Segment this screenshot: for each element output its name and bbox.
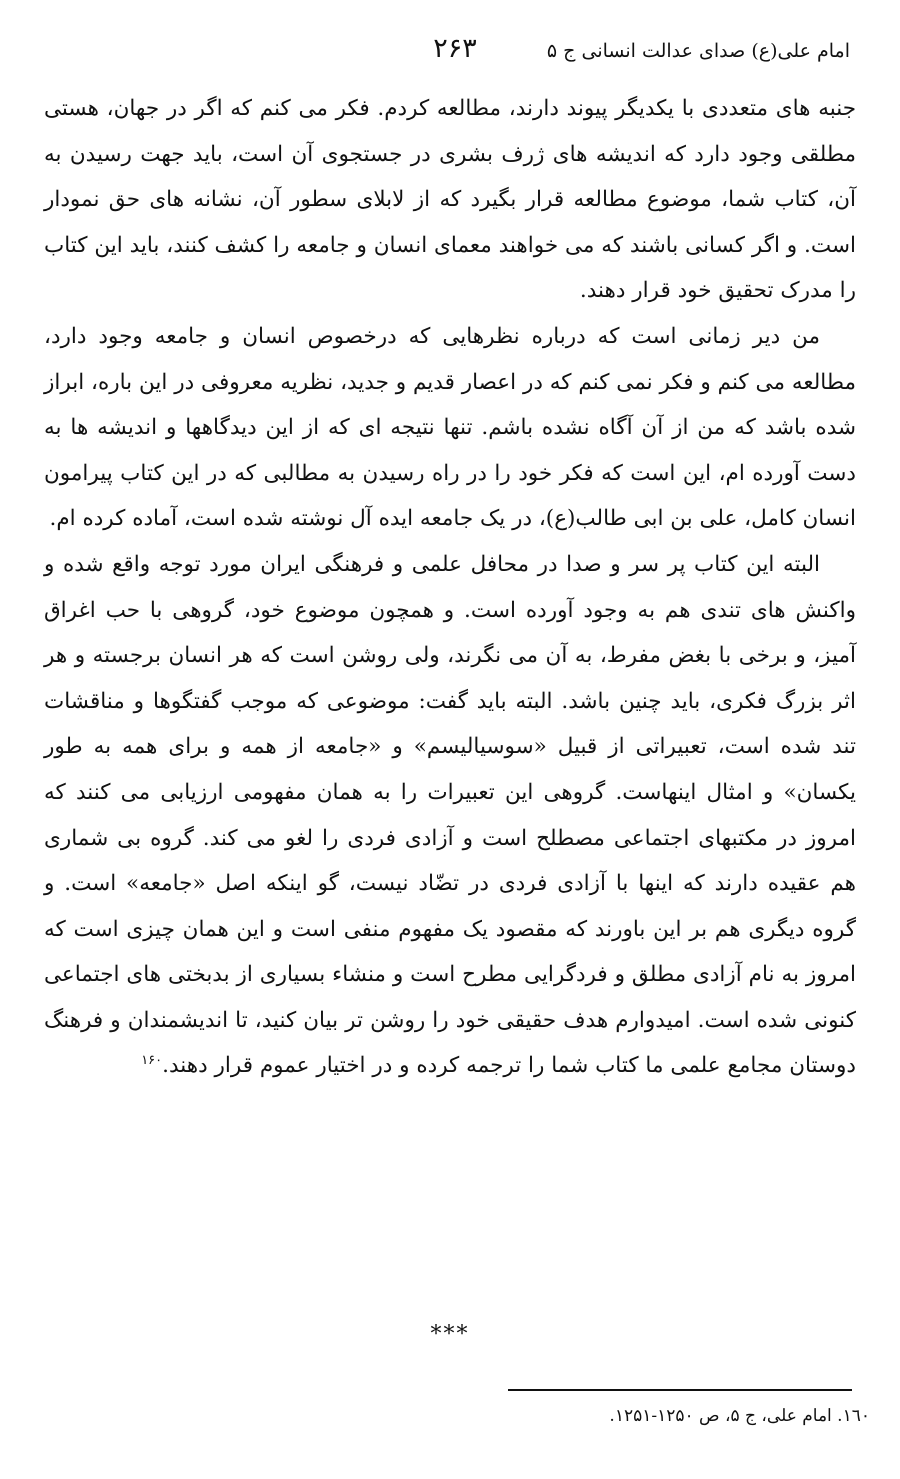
footnote-divider xyxy=(508,1389,852,1391)
page-number: ۲۶۳ xyxy=(433,33,477,64)
section-separator: *** xyxy=(430,1322,470,1347)
paragraph-3 xyxy=(44,542,856,1089)
footnote: ۱٦۰. امام علی، ج ۵، ص ۱۲۵۰-۱۲۵۱. xyxy=(609,1406,870,1426)
paragraph-3-text: البته این کتاب پر سر و صدا در محافل علمی و فرهنگی ایران مورد توجه واقع شده و واکنش های تندی هم به وجود آورده است. و همچون موضوع خود، گروهی با حب اغراق آمیز، و برخی با بغض مفرط، به آن می نگرند، ولی روشن است که هر انسان برجسته و هر اثر بزرگ فکری، باید چنین باشد. البته باید گفت: موضوعی که موجب گفتگوها و مناقشات تند شده است، تعبیراتی از قبیل «سوسیالیسم» و «جامعه از همه و برای همه به طور یکسان» و امثال اینهاست. گروهی این تعبیرات را به همان مفهومی ارزیابی می کنند که امروز در مکتبهای اجتماعی مصطلح است و آزادی فردی را لغو می کند. گروه بی شماری هم عقیده دارند که اینها با آزادی فردی در تضّاد نیست، گو اینکه اصل «جامعه» است. و گروه دیگری هم بر این باورند که مقصود یک مفهوم منفی است و این همان چیزی است که امروز به نام آزادی مطلق و فردگرایی مطرح است و منشاء بسیاری از بدبختی های اجتماعی کنونی شده است. امیدوارم هدف حقیقی خود را روشن تر بیان کنید، تا اندیشمندان و فرهنگ دوستان مجامع علمی ما کتاب شما را ترجمه کرده و در اختیار عموم قرار دهند. xyxy=(44,551,856,1079)
paragraph-2: من دیر زمانی است که درباره نظرهایی که درخصوص انسان و جامعه وجود دارد، مطالعه می کنم و فکر نمی کنم که در اعصار قدیم و جدید، نظریه معروفی در این باره، ابراز شده باشد که من از آن آگاه نشده باشم. تنها نتیجه ای که از این دیدگاهها و اندیشه ها به دست آورده ام، این است که فکر خود را در راه رسیدن به مطالبی که در این کتاب پیرامون انسان کامل، علی بن ابی طالب(ع)، در یک جامعه ایده آل نوشته شده است، آماده کرده ام. xyxy=(44,323,856,532)
body-text xyxy=(44,86,856,1089)
footnote-reference[interactable]: ۱۶۰ xyxy=(141,1053,163,1069)
running-title: امام علی(ع) صدای عدالت انسانی ج ۵ xyxy=(546,40,850,62)
paragraph-1: جنبه های متعددی با یکدیگر پیوند دارند، مطالعه کردم. فکر می کنم که اگر در جهان، هستی مطلقی وجود دارد که اندیشه های ژرف بشری در جستجوی آن است، باید جهت رسیدن به آن، کتاب شما، موضوع مطالعه قرار بگیرد که از لابلای سطور آن، نشانه های حق نمودار است. و اگر کسانی باشند که می خواهند معمای انسان و جامعه را کشف کنند، باید این کتاب را مدرک تحقیق خود قرار دهند. xyxy=(44,96,856,304)
